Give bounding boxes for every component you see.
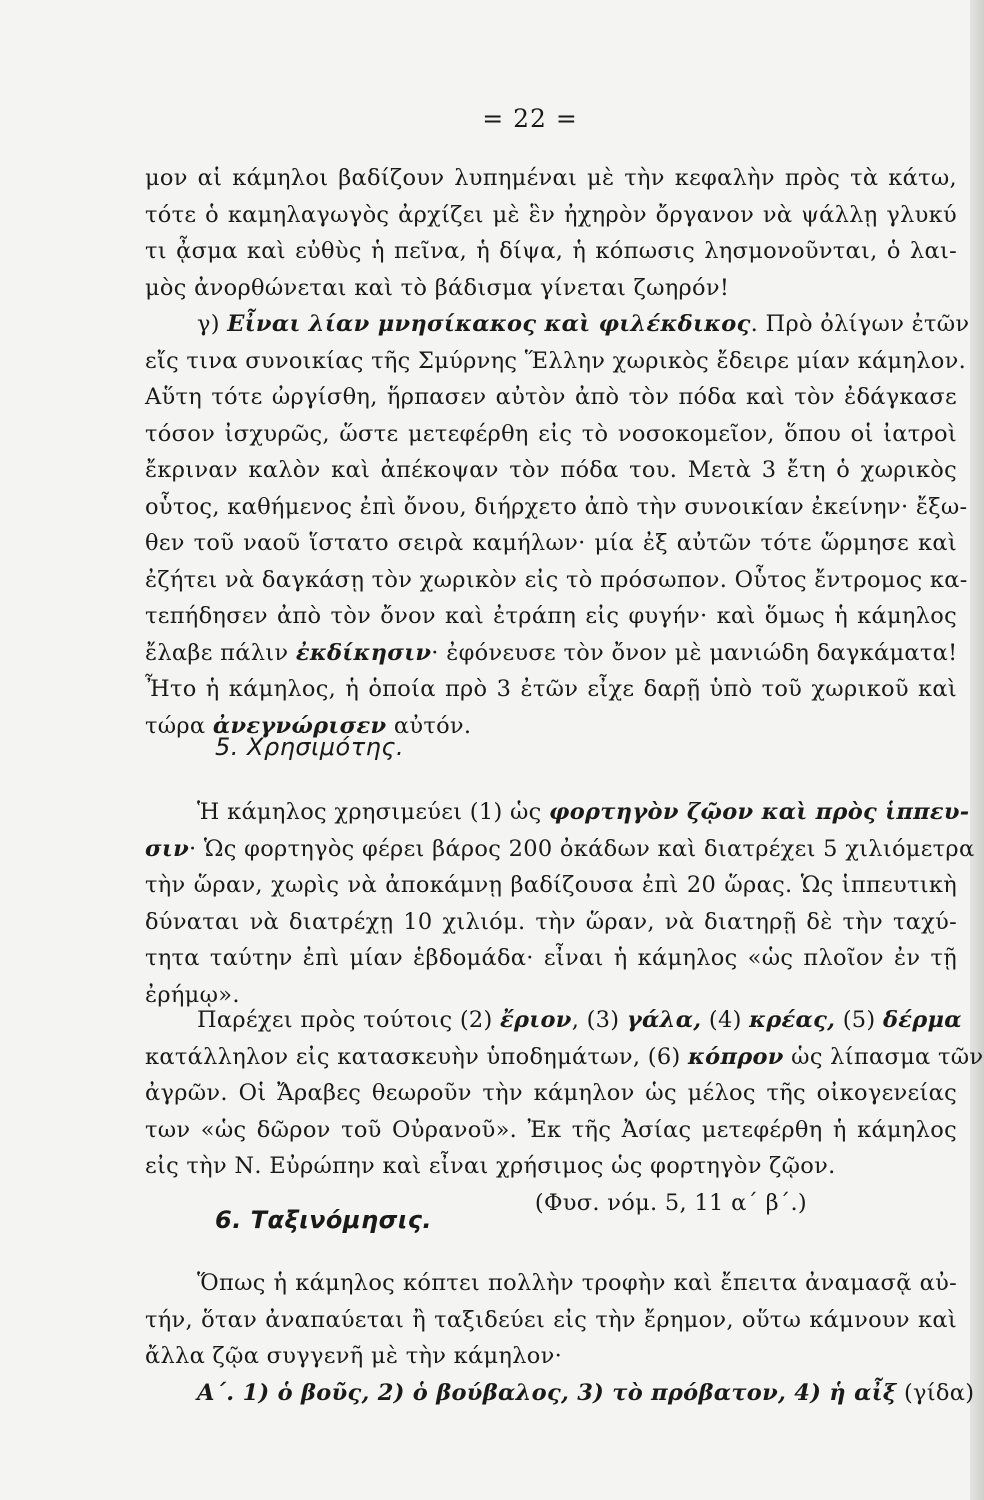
text-line: [145, 1002, 962, 1039]
text-line: Ἦτο ἡ κάμηλος, ἡ ὁποία πρὸ 3 ἐτῶν εἶχε δαρῇ ὑπὸ τοῦ χωρικοῦ καὶ: [145, 676, 957, 702]
text-line: [145, 635, 957, 672]
text-span: αὐτόν.: [386, 712, 472, 739]
text-span: ἔλαβε πάλιν: [145, 639, 296, 666]
text-span: (γίδα): [896, 1379, 975, 1406]
paragraph-products: [145, 1002, 984, 1221]
text-line: οὗτος, καθήμενος ἐπὶ ὄνου, διήρχετο ἀπὸ τὴν συνοικίαν ἐκείνην· ἔξω-: [145, 493, 968, 520]
text-span: ὡς λίπασμα τῶν: [783, 1043, 984, 1070]
text-span: · ἐφόνευσε τὸν ὄνον μὲ μανιώδη δαγκάματα!: [431, 639, 958, 666]
emphasis-text: ἔριον: [500, 1007, 572, 1033]
text-line: δύναται νὰ διατρέχῃ 10 χιλιόμ. τὴν ὥραν, νὰ διατηρῇ δὲ τὴν ταχύ-: [145, 908, 957, 935]
emphasis-text: κρέας,: [749, 1007, 836, 1033]
text-line: Ὅπως ἡ κάμηλος κόπτει πολλὴν τροφὴν καὶ ἔπειτα ἀναμασᾷ αὐ-: [197, 1270, 957, 1296]
text-span: · Ὡς φορτηγὸς φέρει βάρος 200 ὀκάδων καὶ διατρέχει 5 χιλιόμετρα: [189, 835, 975, 862]
text-span: Παρέχει πρὸς τούτοις (2): [197, 1007, 501, 1033]
text-span: γ): [197, 311, 228, 337]
text-line: μον αἱ κάμηλοι βαδίζουν λυπημέναι μὲ τὴν κεφαλὴν πρὸς τὰ κάτω,: [145, 165, 957, 191]
paragraph-vengeful: [145, 306, 970, 744]
text-line: ἄλλα ζῷα συγγενῆ μὲ τὴν κάμηλον·: [145, 1343, 563, 1369]
citation: (Φυσ. νόμ. 5, 11 α΄ β΄.): [534, 1189, 807, 1216]
emphasis-text: κόπρον: [688, 1043, 784, 1070]
text-line: ἐζήτει νὰ δαγκάσῃ τὸν χωρικὸν εἰς τὸ πρόσωπον. Οὗτος ἔντρομος κα-: [145, 566, 968, 593]
text-span: τώρα: [145, 712, 213, 739]
text-span: (5): [835, 1007, 883, 1033]
emphasis-text: ἐκδίκησιν: [295, 639, 432, 666]
text-line: τόσον ἰσχυρῶς, ὥστε μετεφέρθη εἰς τὸ νοσοκομεῖον, ὅπου οἱ ἰατροὶ: [145, 420, 957, 447]
paragraph-usefulness: [145, 794, 975, 1013]
text-line: [145, 794, 970, 831]
text-line: ἔκριναν καλὸν καὶ ἀπέκοψαν τὸν πόδα του. Μετὰ 3 ἔτη ὁ χωρικὸς: [145, 457, 957, 483]
page-edge: [970, 0, 984, 1500]
text-line: ἐρήμῳ».: [145, 981, 240, 1008]
text-line: εἴς τινα συνοικίας τῆς Σμύρνης Ἕλλην χωρικὸς ἔδειρε μίαν κάμηλον.: [145, 347, 967, 374]
paragraph-classification: [145, 1265, 975, 1411]
emphasis-text: φορτηγὸν ζῷον καὶ πρὸς ἱππευ-: [549, 799, 970, 825]
emphasis-text: Α΄. 1) ὁ βοῦς, 2) ὁ βούβαλος, 3) τὸ πρόβατον, 4) ἡ αἶξ: [197, 1379, 897, 1406]
text-line: τήν, ὅταν ἀναπαύεται ἢ ταξιδεύει εἰς τὴν ἔρημον, οὕτω κάμνουν καὶ: [145, 1306, 957, 1333]
emphasis-text: Εἶναι λίαν μνησίκακος καὶ φιλέκδικος: [227, 311, 751, 337]
emphasis-text: ἀνεγνώρισεν: [212, 712, 387, 739]
text-line: [145, 306, 970, 343]
text-line: των «ὡς δῶρον τοῦ Οὐρανοῦ». Ἐκ τῆς Ἀσίας μετεφέρθη ἡ κάμηλος: [145, 1116, 957, 1143]
text-line: τητα ταύτην ἐπὶ μίαν ἑβδομάδα· εἶναι ἡ κάμηλος «ὡς πλοῖον ἐν τῇ: [145, 945, 957, 971]
text-line: ἀγρῶν. Οἱ Ἄραβες θεωροῦν τὴν κάμηλον ὡς μέλος τῆς οἰκογενείας: [145, 1080, 957, 1106]
text-line: τότε ὁ καμηλαγωγὸς ἀρχίζει μὲ ἓν ἠχηρὸν ὄργανον νὰ ψάλλῃ γλυκύ: [145, 201, 957, 228]
text-line: μὸς ἀνορθώνεται καὶ τὸ βάδισμα γίνεται ζωηρόν!: [145, 274, 730, 301]
page-number: = 22 =: [482, 104, 578, 133]
section-heading-classification: 6. Ταξινόμησις.: [215, 1206, 433, 1234]
emphasis-text: σιν: [145, 835, 189, 862]
text-line: τὴν ὥραν, χωρὶς νὰ ἀποκάμνῃ βαδίζουσα ἐπὶ 20 ὥρας. Ὡς ἱππευτικὴ: [145, 872, 957, 898]
text-span: (4): [701, 1007, 750, 1033]
text-line: τεπήδησεν ἀπὸ τὸν ὄνον καὶ ἐτράπη εἰς φυγήν· καὶ ὅμως ἡ κάμηλος: [145, 603, 957, 629]
text-line: εἰς τὴν Ν. Εὐρώπην καὶ εἶναι χρήσιμος ὡς φορτηγὸν ζῷον.: [145, 1153, 836, 1179]
text-line: Αὕτη τότε ὠργίσθη, ἥρπασεν αὐτὸν ἀπὸ τὸν πόδα καὶ τὸν ἐδάγκασε: [145, 384, 957, 410]
text-span: . Πρὸ ὀλίγων ἐτῶν: [750, 311, 970, 337]
section-heading-usefulness: 5. Χρησιμότης.: [215, 733, 405, 761]
text-line: [145, 831, 975, 868]
text-span: , (3): [571, 1007, 627, 1033]
text-span: κατάλληλον εἰς κατασκευὴν ὑποδημάτων, (6): [145, 1043, 688, 1070]
text-line: τι ᾆσμα καὶ εὐθὺς ἡ πεῖνα, ἡ δίψα, ἡ κόπωσις λησμονοῦνται, ὁ λαι-: [145, 238, 957, 264]
text-line: θεν τοῦ ναοῦ ἵστατο σειρὰ καμήλων· μία ἐξ αὐτῶν τότε ὥρμησε καὶ: [145, 530, 957, 556]
text-line: [145, 1039, 984, 1076]
paragraph-camel-gait: [145, 160, 957, 306]
text-line: [145, 1375, 975, 1412]
text-span: Ἡ κάμηλος χρησιμεύει (1) ὡς: [197, 799, 550, 825]
emphasis-text: γάλα,: [626, 1007, 702, 1033]
emphasis-text: δέρμα: [882, 1007, 962, 1033]
